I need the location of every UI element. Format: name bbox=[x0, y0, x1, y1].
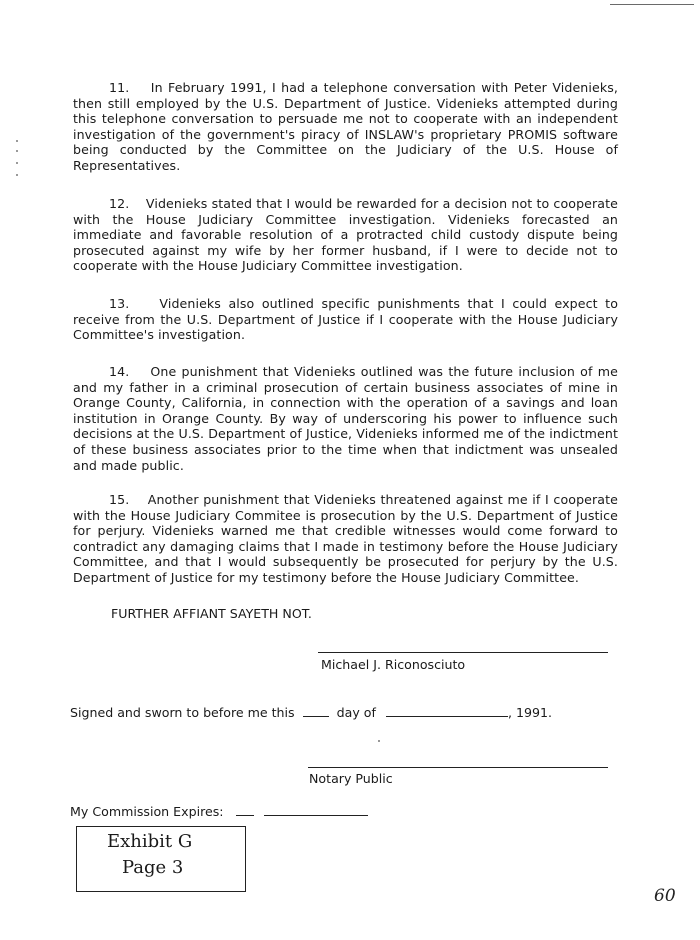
exhibit-label: Exhibit G bbox=[107, 831, 193, 852]
paragraph-13 bbox=[73, 296, 618, 343]
paragraph-number: 11. bbox=[109, 80, 130, 95]
paragraph-11 bbox=[73, 80, 618, 174]
exhibit-page-label: Page 3 bbox=[122, 857, 184, 878]
sworn-statement bbox=[70, 705, 552, 720]
paragraph-number: 15. bbox=[109, 492, 130, 507]
commission-label: My Commission Expires: bbox=[70, 804, 224, 819]
further-affiant-statement: FURTHER AFFIANT SAYETH NOT. bbox=[111, 606, 312, 621]
paragraph-15 bbox=[73, 492, 618, 586]
margin-punch-marks bbox=[14, 140, 20, 190]
paragraph-12 bbox=[73, 196, 618, 274]
sworn-suffix: , 1991. bbox=[507, 705, 553, 720]
paragraph-number: 13. bbox=[109, 296, 130, 311]
commission-expires bbox=[70, 804, 368, 819]
paragraph-number: 14. bbox=[109, 364, 130, 379]
sworn-prefix: Signed and sworn to before me this bbox=[70, 705, 295, 720]
handwritten-page-number: 60 bbox=[654, 886, 676, 906]
day-blank bbox=[303, 706, 329, 717]
paragraph-text: Videnieks also outlined specific punishments that I could expect to receive from the U.S. Department of Justice if I cooperate with the House Judiciary Committee's investigation. bbox=[73, 296, 619, 343]
sworn-middle: day of bbox=[336, 705, 376, 720]
month-blank bbox=[386, 706, 508, 717]
commission-blank-long bbox=[264, 805, 368, 816]
paragraph-number: 12. bbox=[109, 196, 130, 211]
paragraph-text: One punishment that Videnieks outlined was the future inclusion of me and my father in a criminal prosecution of certain business associates of mine in Orange County, California, in connection with the operation of a savings and loan institution in Orange County. By way of underscoring his power to influence such decisions at the U.S. Department of Justice, Videnieks informed me of the indictment of these business associates prior to the time when that indictment was unsealed and made public. bbox=[73, 364, 619, 473]
exhibit-stamp-box bbox=[76, 826, 246, 892]
signature-line bbox=[318, 652, 608, 653]
paragraph-text: Videnieks stated that I would be rewarded for a decision not to cooperate with the House Judiciary Committee investigation. Videnieks forecasted an immediate and favorable resolution of a protracted child custody dispute being prosecuted against my wife by her former husband, if I were to decide not to cooperate with the House Judiciary Committee investigation. bbox=[73, 196, 618, 274]
stray-mark bbox=[378, 740, 380, 742]
signature-name: Michael J. Riconosciuto bbox=[321, 657, 466, 672]
paragraph-text: In February 1991, I had a telephone conversation with Peter Videnieks, then still employed by the U.S. Department of Justice. Videnieks attempted during this telephone conversation to persuade me not to cooperate with an independent investigation of the government's piracy of INSLAW's proprietary PROMIS software being conducted by the Committee on the Judiciary of the U.S. House of Representatives. bbox=[73, 80, 618, 173]
paragraph-text: Another punishment that Videnieks threatened against me if I cooperate with the House Judiciary Commitee is prosecution by the U.S. Department of Justice for perjury. Videnieks warned me that credible witnesses would come forward to contradict any damaging claims that I made in testimony before the House Judiciary Committee, and that I would subsequently be prosecuted for perjury by the U.S. Department of Justice for my testimony before the House Judiciary Committee. bbox=[73, 492, 618, 585]
top-edge-rule bbox=[610, 4, 694, 5]
commission-blank-short bbox=[236, 805, 254, 816]
paragraph-14 bbox=[73, 364, 618, 473]
notary-label: Notary Public bbox=[309, 771, 393, 786]
notary-signature-line bbox=[308, 767, 608, 768]
